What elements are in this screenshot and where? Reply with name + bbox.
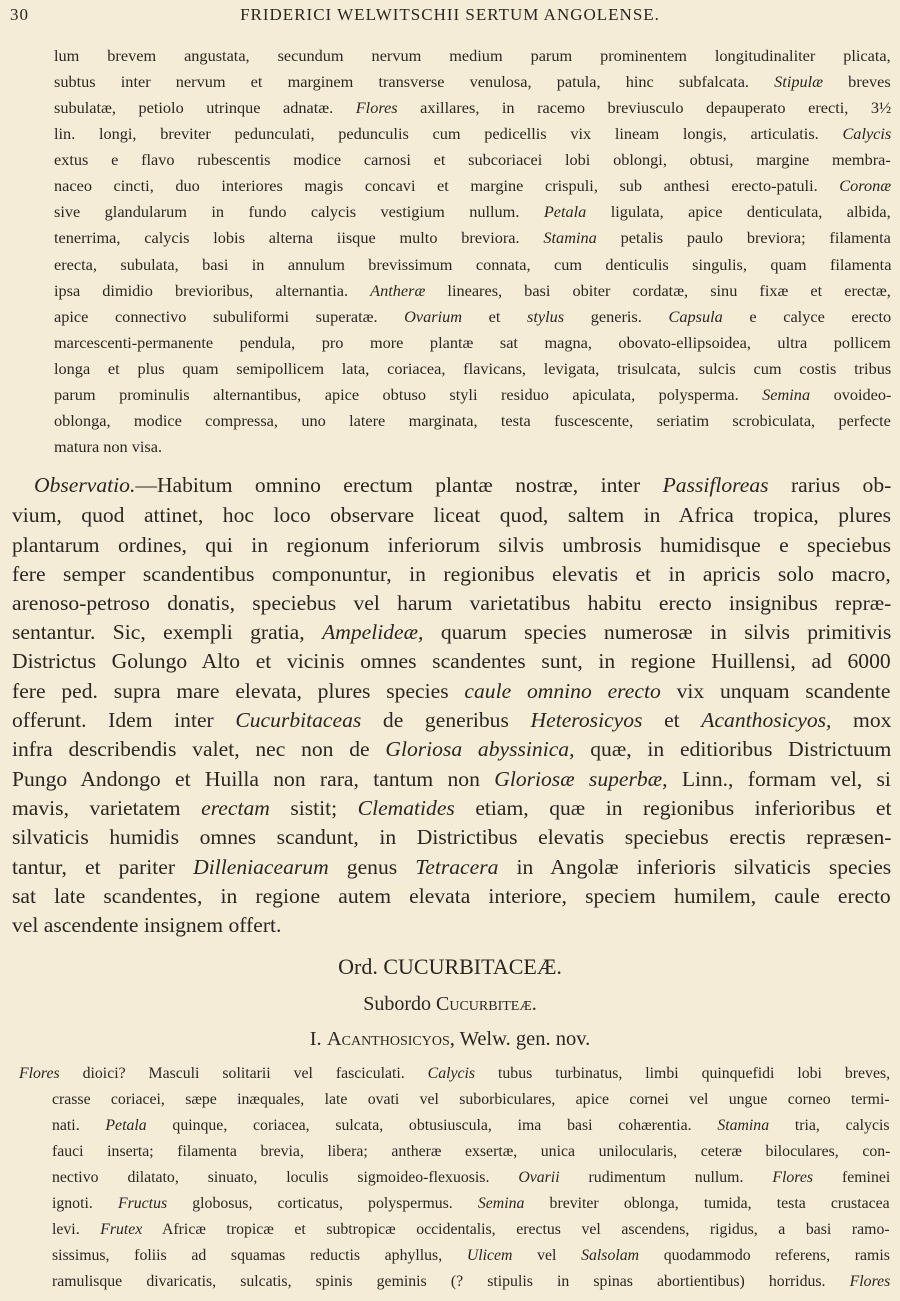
genus-suffix: Welw. gen. nov.	[454, 1028, 591, 1050]
text-line: Districtus Golungo Alto et vicinis omnes scandentes sunt, in regione Huillensi, ad 6000	[12, 649, 891, 673]
italic-term: Semina	[477, 1195, 525, 1212]
italic-term: Cucurbitaceas	[235, 708, 362, 732]
text-line: vel ascendente insignem offert.	[12, 913, 282, 937]
text-line: Flores dioici? Masculi solitarii vel fasciculati. Calycis tubus turbinatus, limbi quinquefidi lobi breves,	[19, 1065, 891, 1082]
text-line: mavis, varietatem erectam sistit; Clematides etiam, quæ in regionibus inferioribus et	[12, 796, 892, 820]
italic-term: Gloriosa abyssinica,	[385, 737, 575, 761]
italic-term: Petala	[543, 202, 587, 221]
suborder-heading	[0, 993, 900, 1016]
genus-name: Acanthosicyos,	[326, 1028, 455, 1050]
italic-term: Acanthosicyos,	[701, 708, 832, 732]
italic-term: Calycis	[842, 124, 892, 143]
text-line: apice connectivo subuliformi superatæ. Ovarium et stylus generis. Capsula e calyce erecto	[54, 307, 892, 326]
italic-term: Gloriosæ superbæ,	[494, 767, 668, 791]
text-line: sive glandularum in fundo calycis vestigium nullum. Petala ligulata, apice denticulata, albida,	[54, 202, 891, 221]
italic-term: Semina	[762, 385, 811, 404]
text-line: ignoti. Fructus globosus, corticatus, polyspermus. Semina breviter oblonga, tumida, testa crustacea	[52, 1195, 890, 1212]
text-line: matura non visa.	[54, 437, 163, 456]
suborder-name: Cucurbiteæ.	[436, 993, 537, 1015]
text-line: nectivo dilatato, sinuato, loculis sigmoideo-flexuosis. Ovarii rudimentum nullum. Flores feminei	[52, 1169, 891, 1186]
text-line: erecta, subulata, basi in annulum brevissimum connata, cum denticulis singulis, quam filamenta	[54, 255, 892, 274]
italic-term: Dilleniacearum	[193, 855, 329, 879]
order-heading: Ord. CUCURBITACEÆ.	[338, 954, 562, 979]
page-number: 30	[10, 5, 29, 24]
text-line: lum brevem angustata, secundum nervum medium parum prominentem longitudinaliter plicata,	[54, 46, 891, 65]
italic-term: stylus	[527, 307, 565, 326]
text-line: fauci inserta; filamenta brevia, libera; antheræ exsertæ, unica unilocularis, ceteræ biloculares, con-	[52, 1143, 891, 1160]
text-line: tenerrima, calycis lobis alterna iisque multo breviora. Stamina petalis paulo breviora; filamenta	[54, 228, 891, 247]
italic-term: Stamina	[543, 228, 597, 247]
italic-term: erectam	[201, 796, 270, 820]
text-line: lin. longi, breviter pedunculati, pedunculis cum pedicellis vix lineam longis, articulatis. Calycis	[54, 124, 892, 143]
text-line: nati. Petala quinque, coriacea, sulcata, obtusiuscula, ima basi cohærentia. Stamina tria, calycis	[52, 1117, 890, 1134]
italic-term: Passifloreas	[662, 473, 769, 497]
text-line: ipsa dimidio brevioribus, alternantia. Antheræ lineares, basi obiter cordatæ, sinu fixæ et erectæ,	[54, 281, 891, 300]
italic-term: Observatio.	[34, 473, 136, 497]
text-line: oblonga, modice compressa, uno latere marginata, testa fuscescente, seriatim scrobiculata, perfecte	[54, 411, 891, 430]
text-line: arenoso-petroso donatis, speciebus vel harum varietatibus habitu erecto insignibus repræ-	[12, 591, 892, 615]
text-line: levi. Frutex Africæ tropicæ et subtropicæ occidentalis, erectus vel ascendens, rigidus, a basi ramo-	[52, 1221, 890, 1238]
text-line: naceo cincti, duo interiores magis concavi et margine crispuli, sub anthesi erecto-patuli. Coronæ	[54, 176, 892, 195]
italic-term: Calycis	[427, 1065, 476, 1082]
text-line: sissimus, foliis ad squamas reductis aphyllus, Ulicem vel Salsolam quodammodo referens, ramis	[52, 1247, 890, 1264]
text-line: parum prominulis alternantibus, apice obtuso styli residuo apiculata, polysperma. Semina ovoideo-	[54, 385, 892, 404]
italic-term: Flores	[19, 1065, 60, 1082]
italic-term: Tetracera	[415, 855, 499, 879]
text-line: subulatæ, petiolo utrinque adnatæ. Flores axillares, in racemo breviusculo depauperato erecti, 3½	[54, 98, 892, 117]
text-line: silvaticis humidis omnes scandunt, in Districtibus elevatis speciebus erectis repræsen-	[12, 825, 892, 849]
italic-term: Ulicem	[466, 1247, 513, 1264]
text-line: offerunt. Idem inter Cucurbitaceas de generibus Heterosicyos et Acanthosicyos, mox	[12, 708, 892, 732]
italic-term: Antheræ	[370, 281, 426, 300]
genus-heading	[0, 1028, 900, 1051]
italic-term: Heterosicyos	[530, 708, 643, 732]
italic-term: caule omnino erecto	[464, 679, 661, 703]
text-line: fere ped. supra mare elevata, plures species caule omnino erecto vix unquam scandente	[12, 679, 891, 703]
italic-term: Flores	[355, 98, 398, 117]
italic-term: Frutex	[100, 1221, 143, 1238]
text-line: sat late scandentes, in regione autem elevata interiore, speciem humilem, caule erecto	[12, 884, 891, 908]
italic-term: Clematides	[357, 796, 455, 820]
text-line: longa et plus quam semipollicem lata, coriacea, flavicans, levigata, trisulcata, sulcis cum costis tribus	[54, 359, 892, 378]
text-line: Pungo Andongo et Huilla non rara, tantum non Gloriosæ superbæ, Linn., formam vel, si	[12, 767, 891, 791]
text-line: marcescenti-permanente pendula, pro more plantæ sat magna, obovato-ellipsoidea, ultra pollicem	[54, 333, 891, 352]
italic-term: Fructus	[117, 1195, 168, 1212]
suborder-prefix: Subordo	[363, 993, 436, 1015]
text-line: fere semper scandentibus componuntur, in regionibus elevatis et in apricis solo macro,	[12, 562, 891, 586]
italic-term: Capsula	[668, 307, 723, 326]
italic-term: Flores	[849, 1273, 891, 1290]
genus-number: I.	[309, 1028, 327, 1050]
italic-term: Coronæ	[839, 176, 892, 195]
text-line: sentantur. Sic, exempli gratia, Ampelideæ, quarum species numerosæ in silvis primitivis	[12, 620, 892, 644]
italic-term: Stipulæ	[774, 72, 824, 91]
text-line: subtus inter nervum et marginem transverse venulosa, patula, hinc subfalcata. Stipulæ breves	[54, 72, 891, 91]
text-line: ramulisque divaricatis, sulcatis, spinis geminis (? stipulis in spinas abortientibus) horridus. Flores	[52, 1273, 891, 1290]
running-title: FRIDERICI WELWITSCHII SERTUM ANGOLENSE.	[240, 5, 660, 24]
running-header	[10, 5, 890, 27]
text-line: vium, quod attinet, hoc loco observare liceat quod, saltem in Africa tropica, plures	[12, 503, 891, 527]
text-line: tantur, et pariter Dilleniacearum genus Tetracera in Angolæ inferioris silvaticis species	[12, 855, 892, 879]
italic-term: Ovarium	[404, 307, 463, 326]
text-line: plantarum ordines, qui in regionum inferiorum silvis umbrosis humidisque e speciebus	[12, 533, 892, 557]
italic-term: Flores	[772, 1169, 814, 1186]
text-line: crasse coriacei, sæpe inæquales, late ovati vel suborbiculares, apice cornei vel ungue corneo termi-	[52, 1091, 890, 1108]
text-line: infra describendis valet, nec non de Gloriosa abyssinica, quæ, in editioribus Districtuum	[12, 737, 892, 761]
text-line: extus e flavo rubescentis modice carnosi et subcoriacei lobi oblongi, obtusi, margine membra-	[54, 150, 891, 169]
italic-term: Ovarii	[518, 1169, 560, 1186]
italic-term: Petala	[105, 1117, 147, 1134]
italic-term: Stamina	[717, 1117, 770, 1134]
italic-term: Salsolam	[581, 1247, 640, 1264]
text-line: Observatio.—Habitum omnino erectum plantæ nostræ, inter Passifloreas rarius ob-	[34, 473, 892, 497]
italic-term: Ampelideæ,	[322, 620, 424, 644]
